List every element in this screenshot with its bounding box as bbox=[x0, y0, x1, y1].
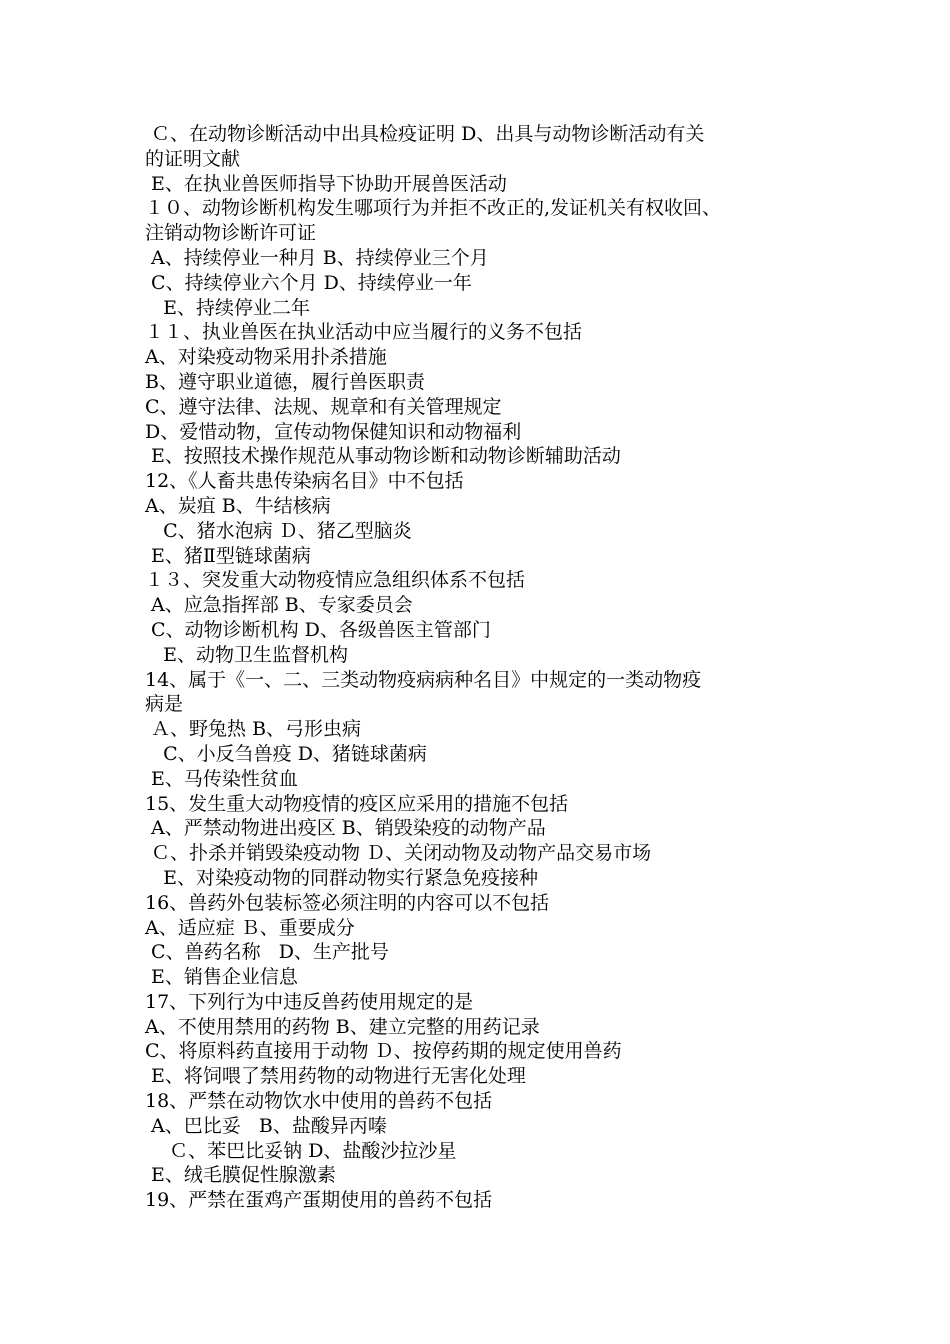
text-line: C、动物诊断机构 D、各级兽医主管部门 bbox=[145, 618, 491, 641]
text-line: Ｃ、苯巴比妥钠 D、盐酸沙拉沙星 bbox=[145, 1139, 457, 1162]
text-line: 18、严禁在动物饮水中使用的兽药不包括 bbox=[145, 1090, 493, 1113]
text-line: 注销动物诊断许可证 bbox=[145, 222, 317, 245]
text-line: A、严禁动物进出疫区 B、销毁染疫的动物产品 bbox=[145, 817, 546, 840]
text-line: C、猪水泡病 Ｄ、猪乙型脑炎 bbox=[145, 519, 412, 542]
text-line: E、按照技术操作规范从事动物诊断和动物诊断辅助活动 bbox=[145, 445, 621, 468]
text-line: E、将饲喂了禁用药物的动物进行无害化处理 bbox=[145, 1065, 526, 1088]
text-line: Ａ、野兔热 B、弓形虫病 bbox=[145, 718, 362, 741]
text-line: C、遵守法律、法规、规章和有关管理规定 bbox=[145, 395, 502, 418]
text-line: E、马传染性贫血 bbox=[145, 767, 298, 790]
text-line: Ｃ、扑杀并销毁染疫动物 Ｄ、关闭动物及动物产品交易市场 bbox=[145, 842, 652, 865]
text-line: １０、动物诊断机构发生哪项行为并拒不改正的,发证机关有权收回、 bbox=[145, 197, 722, 220]
text-line: １１、执业兽医在执业活动中应当履行的义务不包括 bbox=[145, 321, 583, 344]
text-line: 病是 bbox=[145, 693, 184, 716]
text-line: 17、下列行为中违反兽药使用规定的是 bbox=[145, 990, 474, 1013]
text-line: 14、属于《一、二、三类动物疫病病种名目》中规定的一类动物疫 bbox=[145, 668, 702, 691]
text-line: 12、《人畜共患传染病名目》中不包括 bbox=[145, 470, 464, 493]
document-body bbox=[145, 122, 825, 1213]
text-line: B、遵守职业道德，履行兽医职责 bbox=[145, 370, 425, 393]
text-line: 19、严禁在蛋鸡产蛋期使用的兽药不包括 bbox=[145, 1189, 493, 1212]
text-line: E、绒毛膜促性腺激素 bbox=[145, 1164, 336, 1187]
text-line: Ｃ、在动物诊断活动中出具检疫证明 D、出具与动物诊断活动有关 bbox=[145, 123, 705, 145]
text-line: E、在执业兽医师指导下协助开展兽医活动 bbox=[145, 172, 507, 195]
text-line: E、销售企业信息 bbox=[145, 966, 298, 989]
text-line: A、应急指挥部 B、专家委员会 bbox=[145, 594, 413, 617]
text-line: E、持续停业二年 bbox=[145, 296, 310, 319]
text-line: 的证明文献 bbox=[145, 147, 241, 170]
text-line: C、兽药名称 D、生产批号 bbox=[145, 941, 389, 964]
text-line: E、对染疫动物的同群动物实行紧急免疫接种 bbox=[145, 866, 538, 889]
text-line: A、炭疽 B、牛结核病 bbox=[145, 494, 331, 517]
text-line: E、猪Ⅱ型链球菌病 bbox=[145, 544, 311, 567]
text-line: A、适应症 Ｂ、重要成分 bbox=[145, 916, 355, 939]
text-line: D、爱惜动物，宣传动物保健知识和动物福利 bbox=[145, 420, 522, 443]
text-line: A、对染疫动物采用扑杀措施 bbox=[145, 346, 387, 369]
text-line: C、将原料药直接用于动物 Ｄ、按停药期的规定使用兽药 bbox=[145, 1040, 622, 1063]
text-line: A、持续停业一种月 B、持续停业三个月 bbox=[145, 246, 489, 269]
text-line: １３、突发重大动物疫情应急组织体系不包括 bbox=[145, 569, 526, 592]
text-line: C、小反刍兽疫 D、猪链球菌病 bbox=[145, 742, 427, 765]
text-line: A、巴比妥 B、盐酸异丙嗪 bbox=[145, 1114, 387, 1137]
text-line: 15、发生重大动物疫情的疫区应采用的措施不包括 bbox=[145, 792, 569, 815]
text-line: 16、兽药外包装标签必须注明的内容可以不包括 bbox=[145, 891, 550, 914]
text-line: C、持续停业六个月 D、持续停业一年 bbox=[145, 271, 472, 294]
text-line: E、动物卫生监督机构 bbox=[145, 643, 348, 666]
text-line: A、不使用禁用的药物 B、建立完整的用药记录 bbox=[145, 1015, 540, 1038]
